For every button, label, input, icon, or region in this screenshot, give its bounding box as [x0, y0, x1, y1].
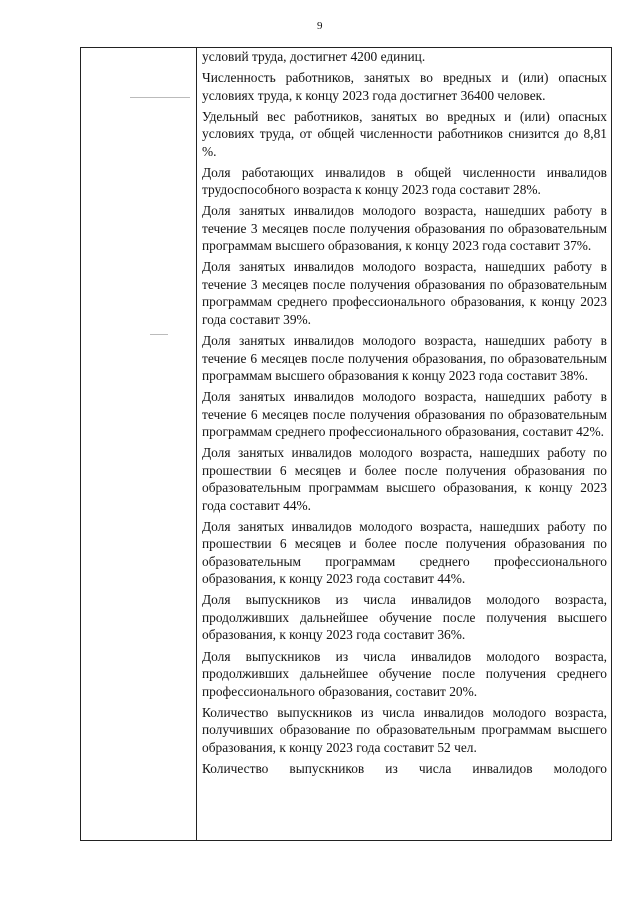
paragraph-graduates-count-continued: Количество выпускников из числа инвалидов молодого — [202, 760, 607, 776]
paragraph-6m-vocational-education: Доля занятых инвалидов молодого возраста, нашедших работу в течение 6 месяцев после получения образования по образовательным программам среднего профессионального образования, составит 42%. — [202, 389, 607, 440]
table-row — [81, 48, 612, 841]
scan-artifact — [130, 97, 190, 98]
paragraph-6m-plus-higher-education: Доля занятых инвалидов молодого возраста, нашедших работу по прошествии 6 месяцев и более после получения образования по образовательным программам высшего образования, к концу 2023 года составит 44%. — [202, 445, 607, 513]
right-column-cell — [197, 48, 612, 841]
paragraph-conditions: условий труда, достигнет 4200 единиц. — [202, 49, 426, 64]
left-column-cell — [81, 48, 197, 841]
paragraph-graduates-continued-higher: Доля выпускников из числа инвалидов молодого возраста, продолживших дальнейшее обучение после получения высшего образования, к концу 2023 года составит 36%. — [202, 592, 607, 643]
paragraph-6m-plus-vocational-education: Доля занятых инвалидов молодого возраста, нашедших работу по прошествии 6 месяцев и более после получения образования по образовательным программам среднего профессионального образования, к концу 2023 года составит 44%. — [202, 518, 607, 587]
document-table — [80, 47, 612, 841]
paragraph-graduates-continued-vocational: Доля выпускников из числа инвалидов молодого возраста, продолживших дальнейшее обучение после получения среднего профессионального образования, составит 20%. — [202, 648, 607, 699]
paragraph-graduates-count-higher: Количество выпускников из числа инвалидов молодого возраста, получивших образование по образовательным программам высшего образования, к концу 2023 года составит 52 чел. — [202, 704, 607, 755]
page-number: 9 — [317, 20, 323, 32]
paragraph-3m-vocational-education: Доля занятых инвалидов молодого возраста, нашедших работу в течение 3 месяцев после получения образования по образовательным программам среднего профессионального образования, к концу 2023 года составит 39%. — [202, 259, 607, 327]
paragraph-6m-higher-education: Доля занятых инвалидов молодого возраста, нашедших работу в течение 6 месяцев после получения образования, по образовательным программам высшего образования к концу 2023 года составит 38%. — [202, 333, 607, 384]
paragraph-working-disabled-share: Доля работающих инвалидов в общей численности инвалидов трудоспособного возраста к концу 2023 года составит 28%. — [202, 164, 607, 198]
paragraph-3m-higher-education: Доля занятых инвалидов молодого возраста, нашедших работу в течение 3 месяцев после получения образования по образовательным программам высшего образования, к концу 2023 года составит 37%. — [202, 203, 607, 254]
paragraph-harmful-workers-share: Удельный вес работников, занятых во вредных и (или) опасных условиях труда, от общей численности работников снизится до 8,81 %. — [202, 108, 607, 159]
paragraph-harmful-workers-count: Численность работников, занятых во вредных и (или) опасных условиях труда, к концу 2023 года достигнет 36400 человек. — [202, 70, 607, 103]
scan-artifact — [150, 334, 168, 335]
